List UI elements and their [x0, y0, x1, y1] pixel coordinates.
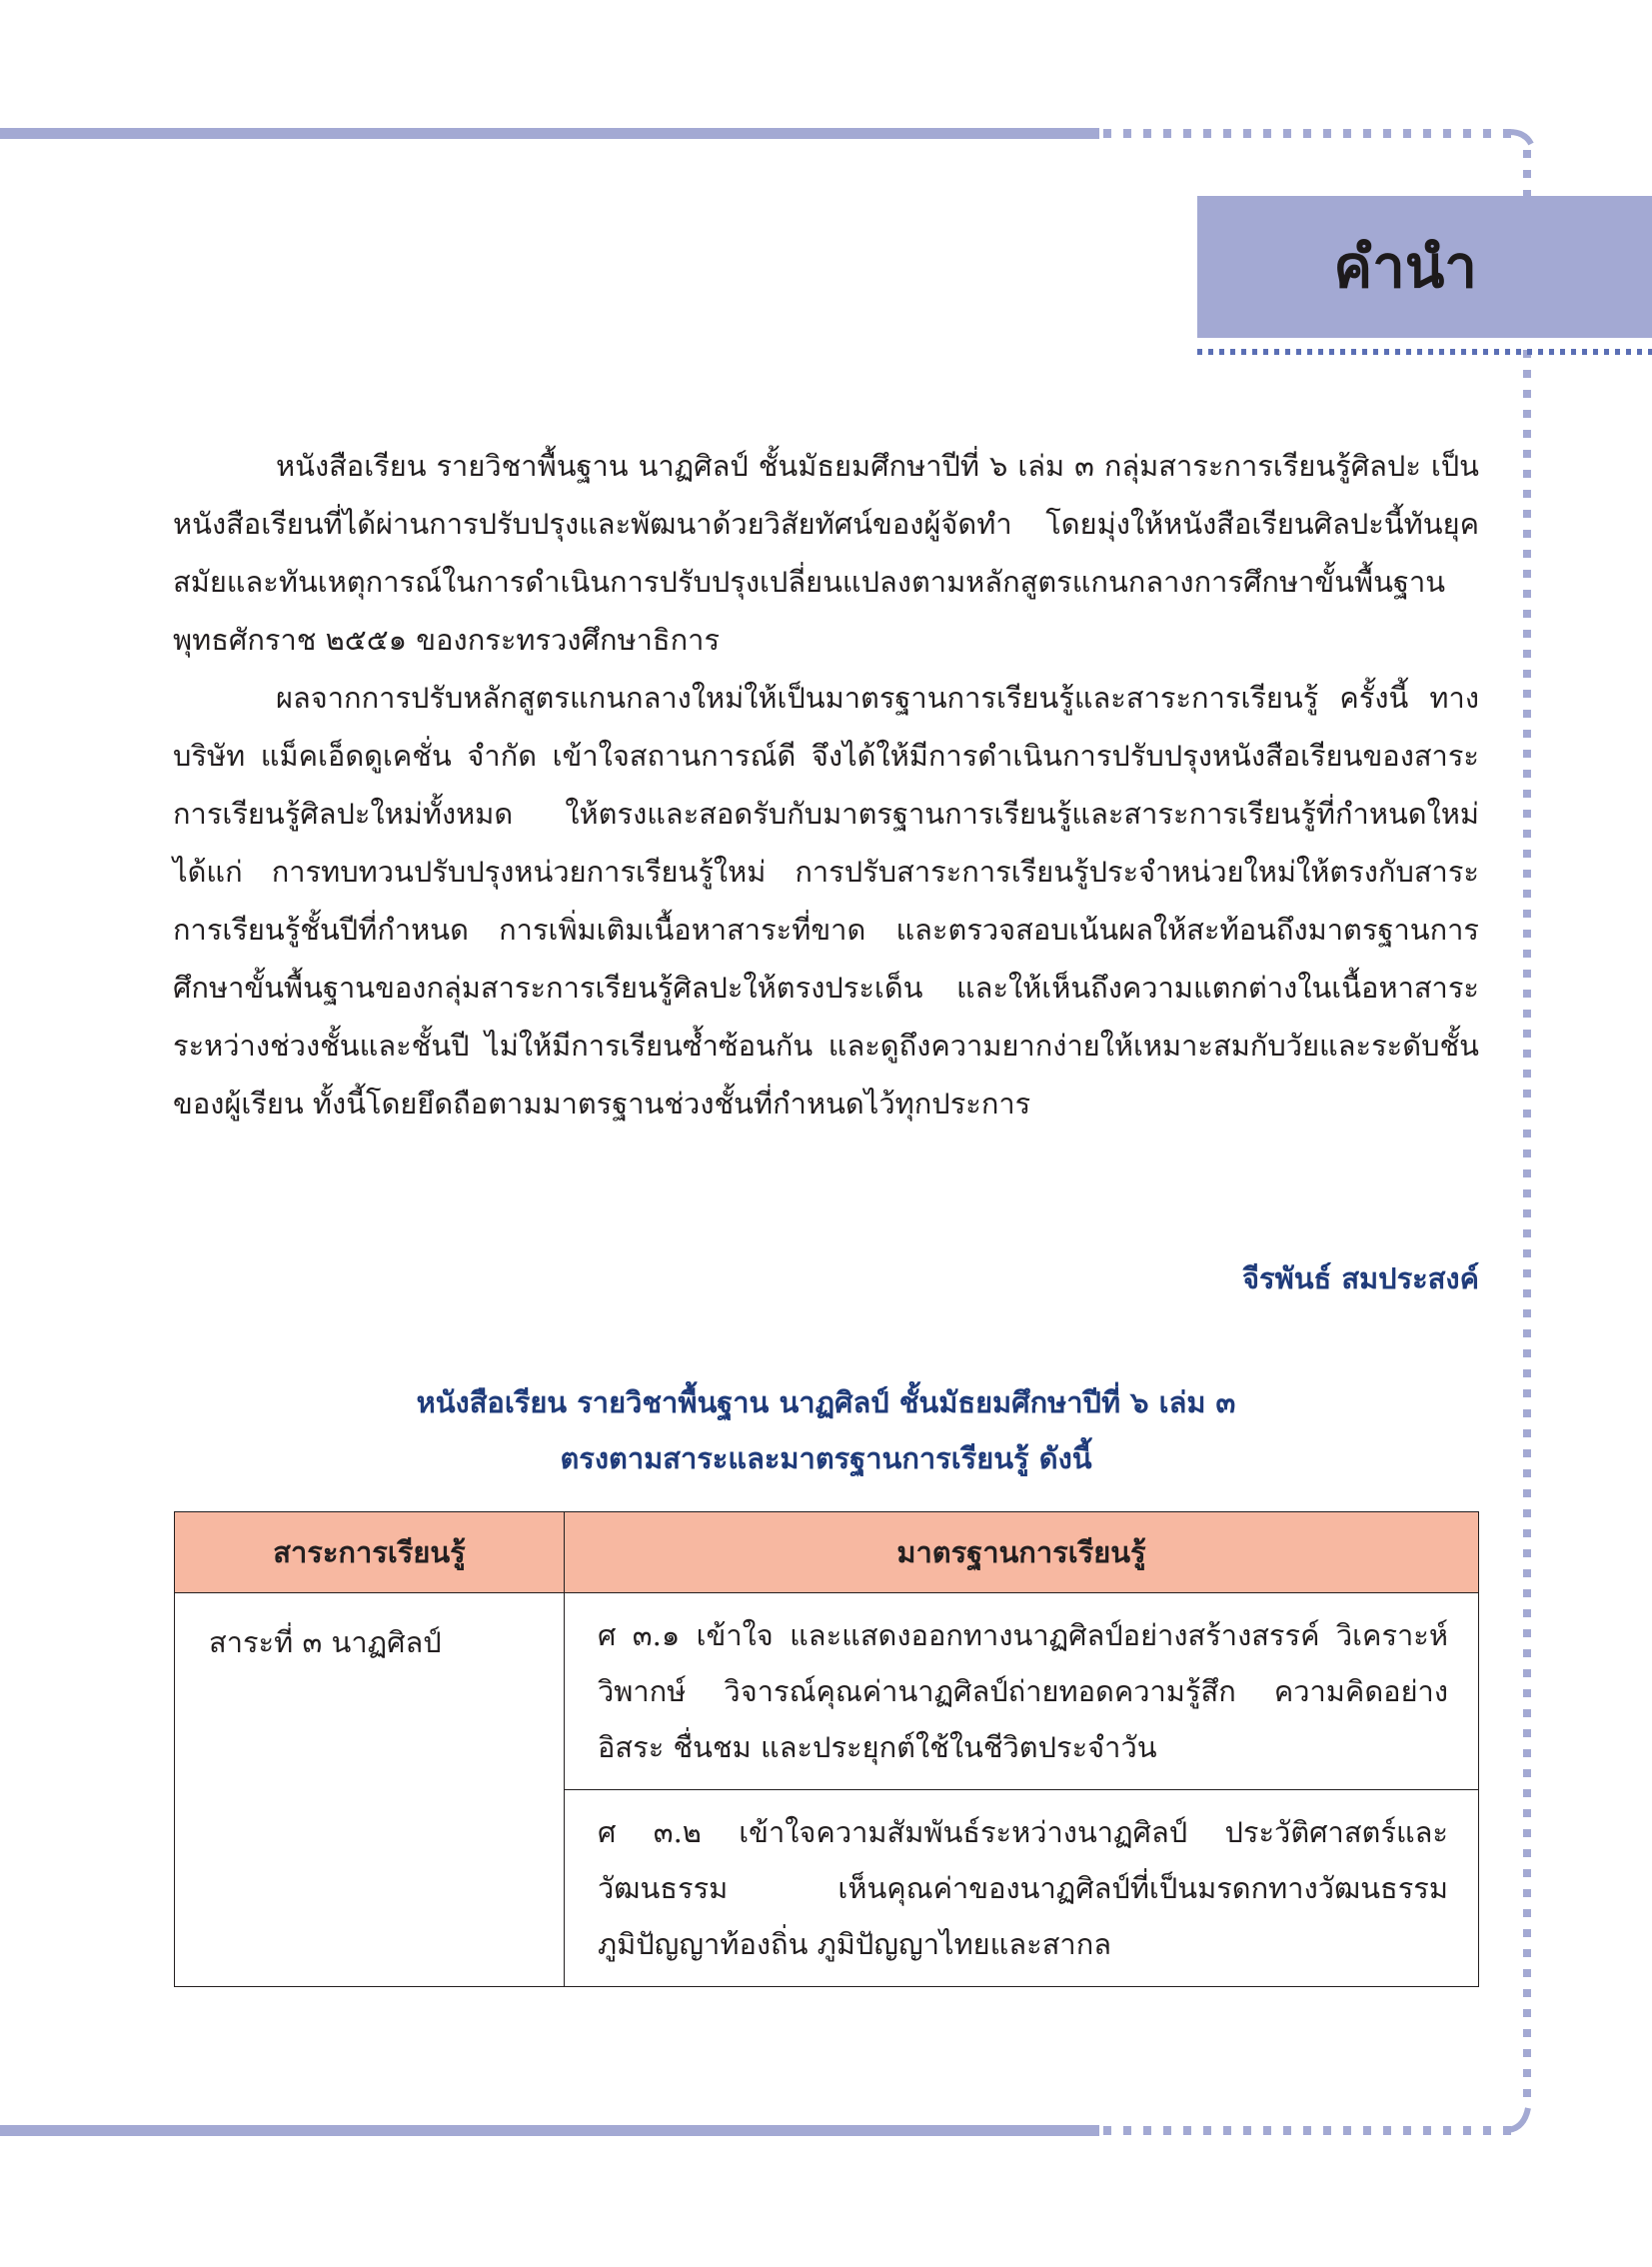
- strand-cell: [175, 1593, 565, 1987]
- bottom-corner-ornament: [1504, 2104, 1534, 2134]
- top-rule: [0, 128, 1099, 139]
- author-signature: จีรพันธ์ สมประสงค์: [1242, 1261, 1479, 1295]
- preface-body: [173, 437, 1479, 1133]
- page-title: คำนำ: [1333, 233, 1477, 301]
- title-underline-dots: [1197, 349, 1652, 355]
- column-header-standard: มาตรฐานการเรียนรู้: [565, 1512, 1479, 1593]
- standard-cell: [565, 1593, 1479, 1790]
- top-dotted-rule: [1103, 129, 1515, 138]
- standard-text-2: ศ ๓.๒ เข้าใจความสัมพันธ์ระหว่างนาฏศิลป์ ประวัติศาสตร์และวัฒนธรรม เห็นคุณค่าของนาฏศิลป์ที่เป็นมรดกทางวัฒนธรรม ภูมิปัญญาท้องถิ่น ภูมิปัญญาไทยและสากล: [598, 1815, 1448, 1961]
- title-banner: [1197, 196, 1652, 338]
- right-dotted-border: [1523, 150, 1531, 2099]
- top-corner-ornament: [1507, 128, 1537, 158]
- column-header-strand: สาระการเรียนรู้: [175, 1512, 565, 1593]
- bottom-dotted-rule: [1103, 2126, 1515, 2135]
- standards-table: [174, 1511, 1479, 1987]
- preface-paragraph-1: หนังสือเรียน รายวิชาพื้นฐาน นาฏศิลป์ ชั้นมัธยมศึกษาปีที่ ๖ เล่ม ๓ กลุ่มสาระการเรียนรู้ศิลปะ เป็นหนังสือเรียนที่ได้ผ่านการปรับปรุงและพัฒนาด้วยวิสัยทัศน์ของผู้จัดทำ โดยมุ่งให้หนังสือเรียนศิลปะนี้ทันยุคสมัยและทันเหตุการณ์ในการดำเนินการปรับปรุงเปลี่ยนแปลงตามหลักสูตรแกนกลางการศึกษาขั้นพื้นฐาน พุทธศักราช ๒๕๕๑ ของกระทรวงศึกษาธิการ: [173, 449, 1479, 657]
- standards-heading-line-2: ตรงตามสาระและมาตรฐานการเรียนรู้ ดังนี้: [560, 1441, 1092, 1475]
- table-row: [175, 1593, 1479, 1790]
- table-header-row: [175, 1512, 1479, 1593]
- bottom-rule: [0, 2125, 1099, 2136]
- standards-heading-line-1: หนังสือเรียน รายวิชาพื้นฐาน นาฏศิลป์ ชั้นมัธยมศึกษาปีที่ ๖ เล่ม ๓: [416, 1385, 1236, 1419]
- standard-cell: [565, 1790, 1479, 1987]
- standard-text-1: ศ ๓.๑ เข้าใจ และแสดงออกทางนาฏศิลป์อย่างสร้างสรรค์ วิเคราะห์ วิพากษ์ วิจารณ์คุณค่านาฏศิลป์ถ่ายทอดความรู้สึก ความคิดอย่างอิสระ ชื่นชม และประยุกต์ใช้ในชีวิตประจำวัน: [598, 1618, 1448, 1764]
- preface-paragraph-2: ผลจากการปรับหลักสูตรแกนกลางใหม่ให้เป็นมาตรฐานการเรียนรู้และสาระการเรียนรู้ ครั้งนี้ ทางบริษัท แม็คเอ็ดดูเคชั่น จำกัด เข้าใจสถานการณ์ดี จึงได้ให้มีการดำเนินการปรับปรุงหนังสือเรียนของสาระการเรียนรู้ศิลปะใหม่ทั้งหมด ให้ตรงและสอดรับกับมาตรฐานการเรียนรู้และสาระการเรียนรู้ที่กำหนดใหม่ ได้แก่ การทบทวนปรับปรุงหน่วยการเรียนรู้ใหม่ การปรับสาระการเรียนรู้ประจำหน่วยใหม่ให้ตรงกับสาระการเรียนรู้ชั้นปีที่กำหนด การเพิ่มเติมเนื้อหาสาระที่ขาด และตรวจสอบเน้นผลให้สะท้อนถึงมาตรฐานการศึกษาขั้นพื้นฐานของกลุ่มสาระการเรียนรู้ศิลปะให้ตรงประเด็น และให้เห็นถึงความแตกต่างในเนื้อหาสาระระหว่างช่วงชั้นและชั้นปี ไม่ให้มีการเรียนซ้ำซ้อนกัน และดูถึงความยากง่ายให้เหมาะสมกับวัยและระดับชั้นของผู้เรียน ทั้งนี้โดยยึดถือตามมาตรฐานช่วงชั้นที่กำหนดไว้ทุกประการ: [173, 681, 1479, 1121]
- strand-label: สาระที่ ๓ นาฏศิลป์: [209, 1625, 442, 1659]
